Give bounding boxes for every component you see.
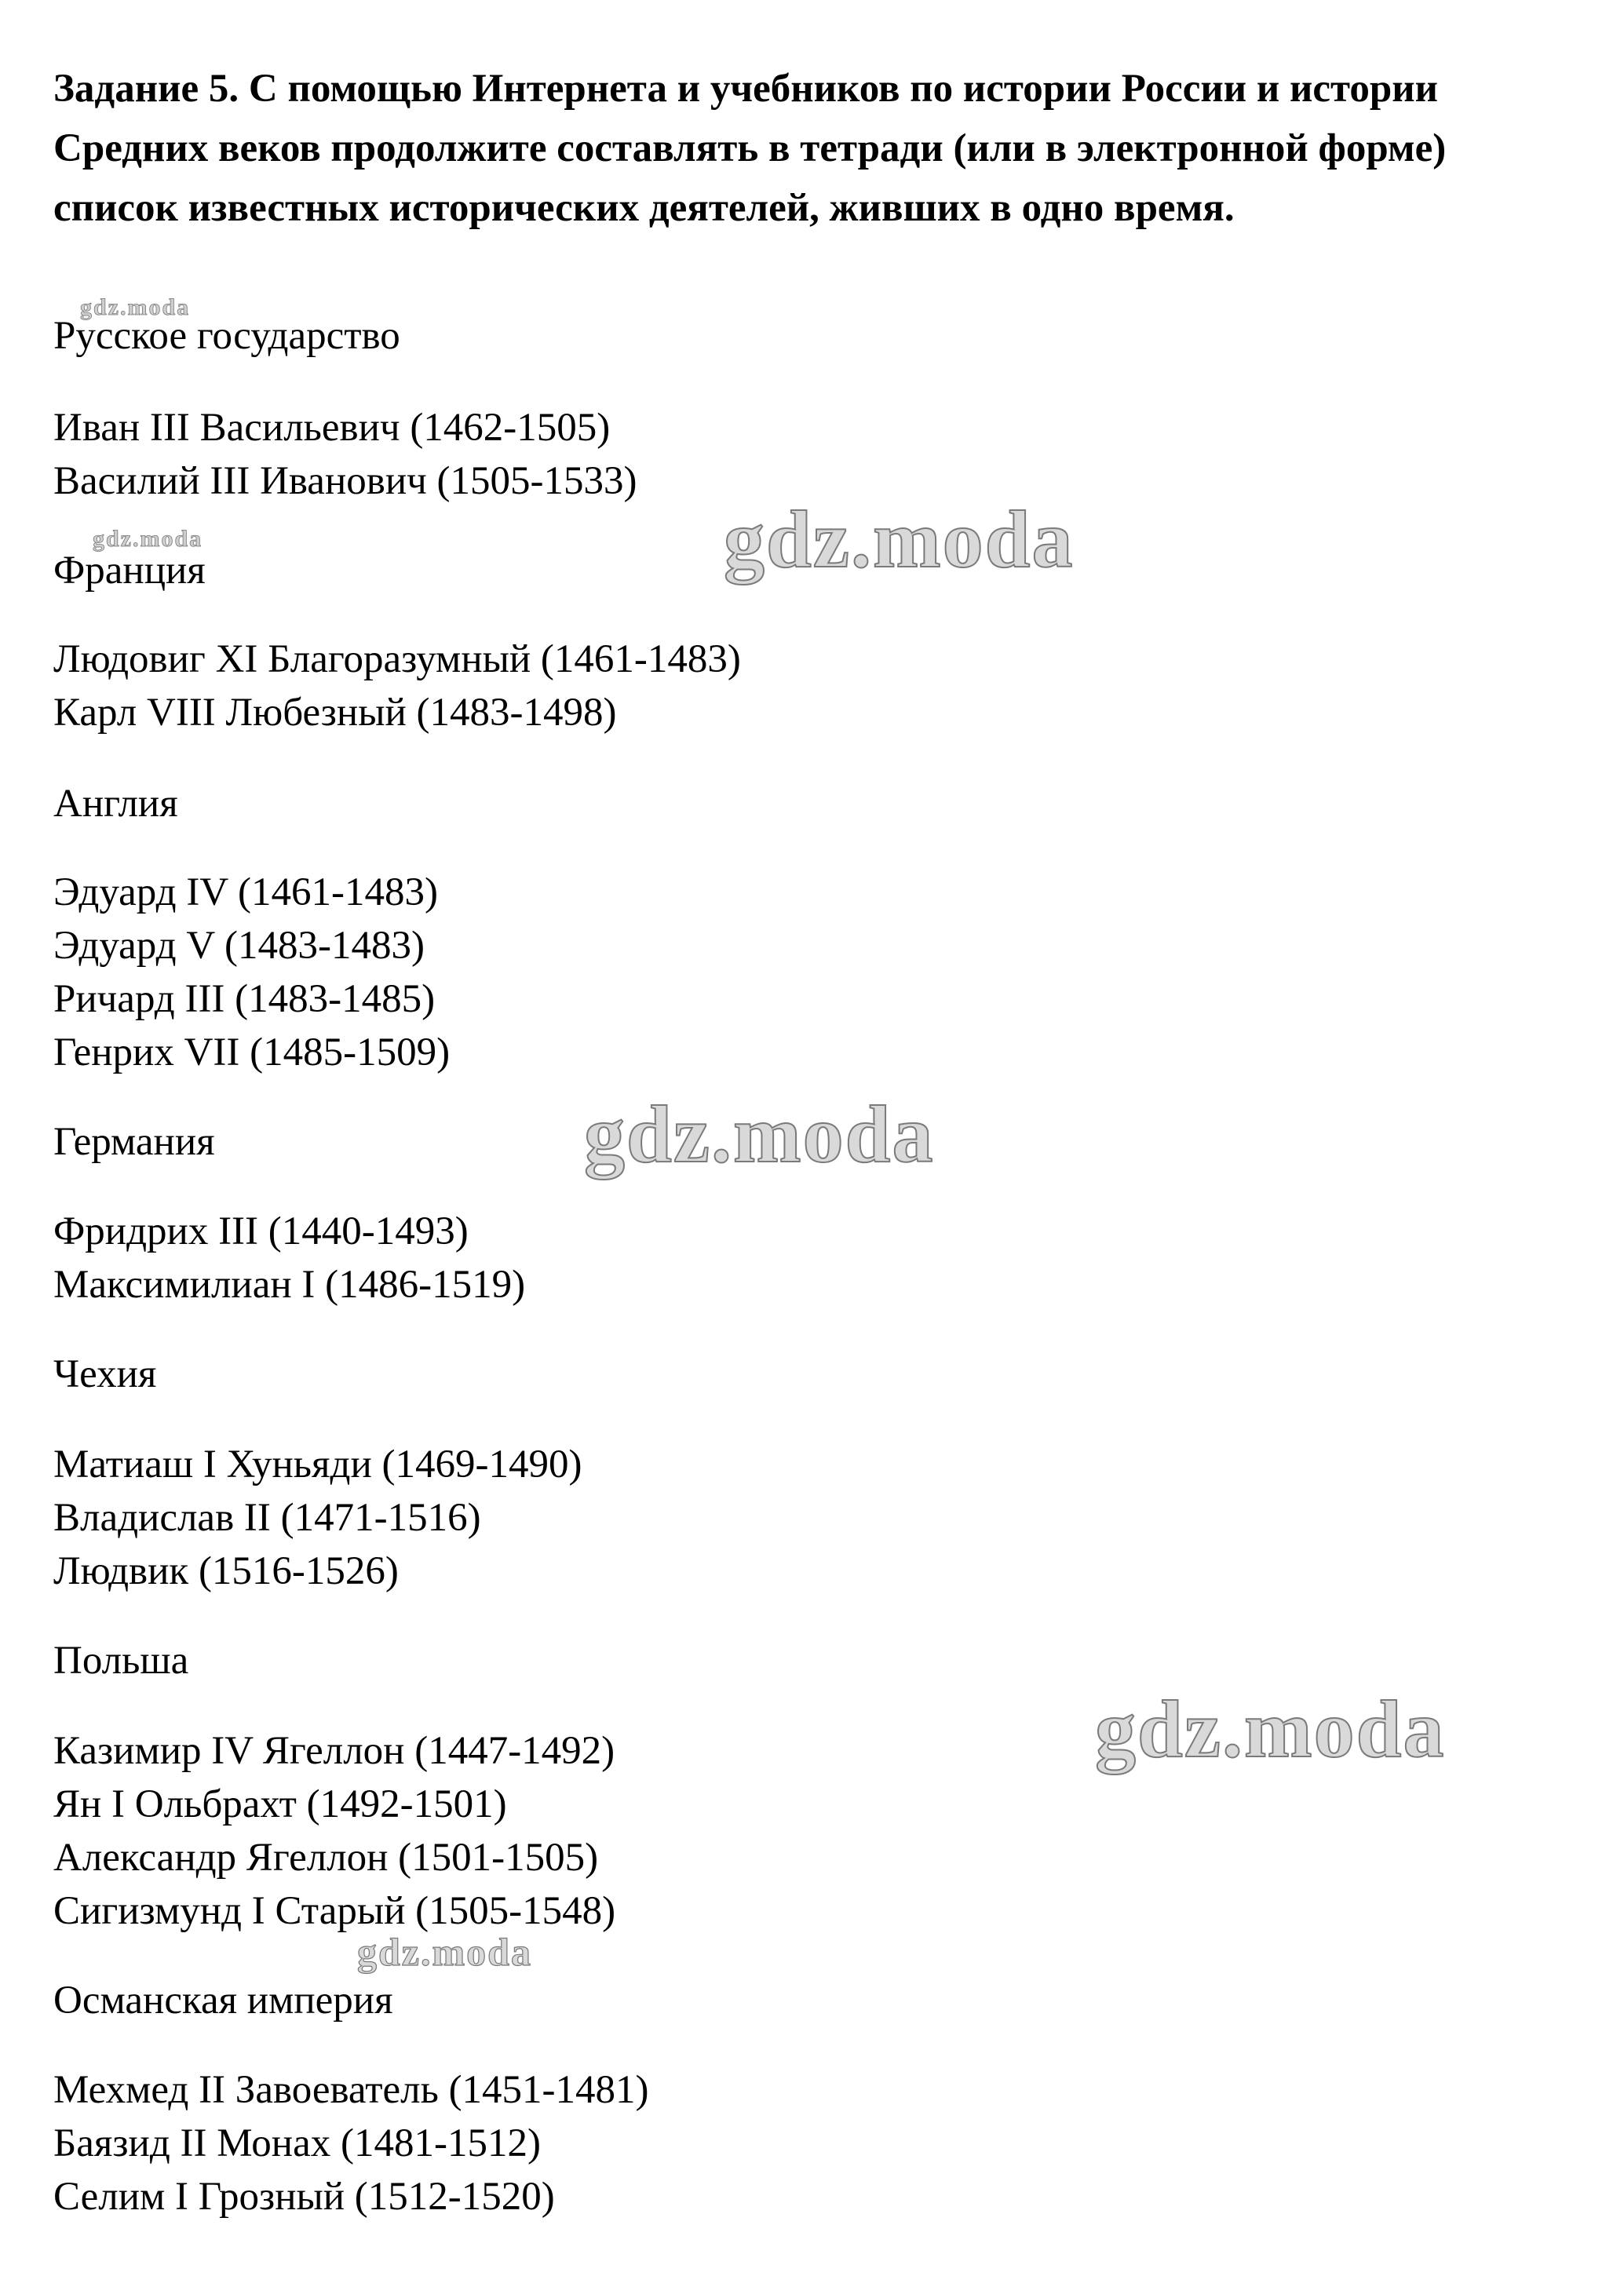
ruler-line: Баязид II Монах (1481-1512) xyxy=(53,2121,541,2165)
section-title-england: Англия xyxy=(53,782,178,826)
ruler-line: Мехмед II Завоеватель (1451-1481) xyxy=(53,2068,649,2112)
ruler-line: Владислав II (1471-1516) xyxy=(53,1496,481,1540)
ruler-line: Людвик (1516-1526) xyxy=(53,1549,399,1593)
ruler-line: Казимир IV Ягеллон (1447-1492) xyxy=(53,1729,615,1773)
section-title-france: Франция xyxy=(53,549,206,593)
watermark: gdz.moda xyxy=(584,1089,935,1180)
ruler-line: Александр Ягеллон (1501-1505) xyxy=(53,1836,599,1880)
section-title-czechia: Чехия xyxy=(53,1352,157,1396)
watermark: gdz.moda xyxy=(357,1930,532,1974)
ruler-line: Фридрих III (1440-1493) xyxy=(53,1209,469,1253)
watermark: gdz.moda xyxy=(1095,1684,1446,1775)
ruler-line: Эдуард IV (1461-1483) xyxy=(53,870,438,914)
section-title-russia: Русское государство xyxy=(53,314,400,358)
section-title-poland: Польша xyxy=(53,1639,189,1683)
ruler-line: Василий III Иванович (1505-1533) xyxy=(53,459,637,503)
watermark: gdz.moda xyxy=(80,294,191,320)
ruler-line: Максимилиан I (1486-1519) xyxy=(53,1263,526,1307)
ruler-line: Эдуард V (1483-1483) xyxy=(53,924,425,968)
section-title-germany: Германия xyxy=(53,1120,215,1164)
ruler-line: Сигизмунд I Старый (1505-1548) xyxy=(53,1889,616,1933)
task-heading: Задание 5. С помощью Интернета и учебников по истории России и истории Средних веков продолжите составлять в тетради (или в электронной форме) список известных исторических деятелей, живших в одно время. xyxy=(53,67,1447,230)
ruler-line: Ян I Ольбрахт (1492-1501) xyxy=(53,1782,507,1826)
ruler-line: Иван III Васильевич (1462-1505) xyxy=(53,406,611,450)
ruler-line: Генрих VII (1485-1509) xyxy=(53,1030,451,1074)
ruler-line: Людовиг XI Благоразумный (1461-1483) xyxy=(53,637,741,681)
ruler-line: Матиаш I Хуньяди (1469-1490) xyxy=(53,1443,582,1486)
section-title-ottoman: Османская империя xyxy=(53,1979,393,2023)
ruler-line: Селим I Грозный (1512-1520) xyxy=(53,2175,555,2219)
watermark: gdz.moda xyxy=(724,494,1075,585)
ruler-line: Ричард III (1483-1485) xyxy=(53,977,436,1021)
watermark: gdz.moda xyxy=(93,526,203,552)
ruler-line: Карл VIII Любезный (1483-1498) xyxy=(53,691,617,735)
